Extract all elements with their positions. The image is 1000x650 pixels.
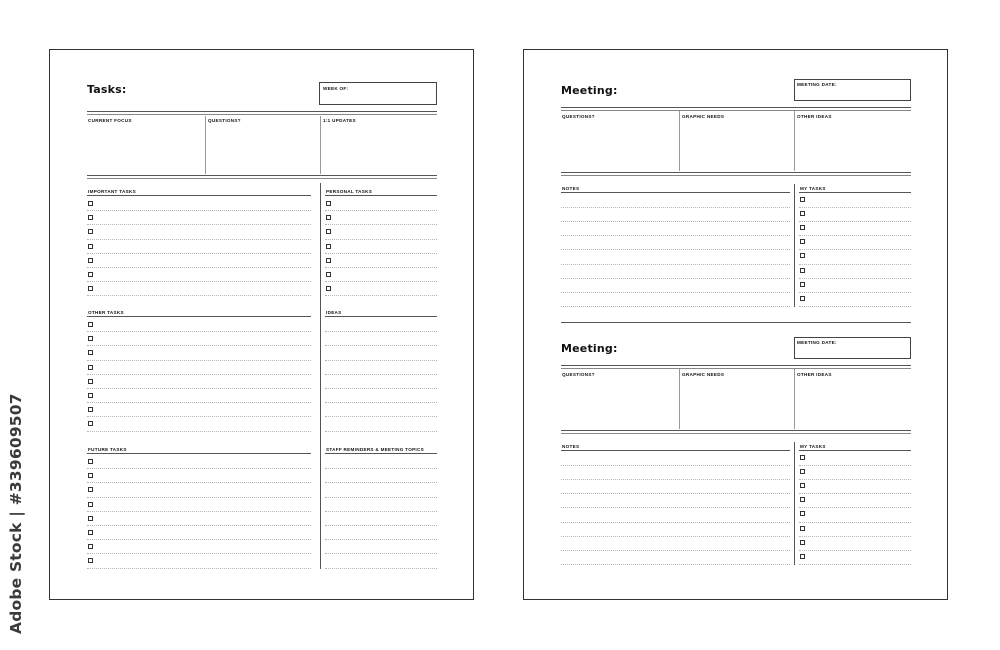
list-section-label: IDEAS (326, 310, 342, 315)
my-task-checkbox[interactable] (800, 225, 805, 230)
task-checkbox[interactable] (326, 258, 331, 263)
my-task-checkbox[interactable] (800, 469, 805, 474)
meeting-header-divider-secondary (561, 368, 911, 369)
meeting-questions-label: QUESTIONS? (562, 372, 595, 377)
notes-line[interactable] (561, 207, 790, 208)
my-task-line[interactable] (799, 564, 911, 565)
list-row-line[interactable] (87, 525, 311, 526)
list-row-line[interactable] (87, 511, 311, 512)
list-row-line[interactable] (325, 497, 437, 498)
notes-line[interactable] (561, 221, 790, 222)
task-checkbox[interactable] (326, 229, 331, 234)
list-row-line[interactable] (87, 568, 311, 569)
meeting-date-box[interactable] (794, 79, 911, 101)
task-checkbox[interactable] (88, 516, 93, 521)
list-row-line[interactable] (87, 345, 311, 346)
my-tasks-label: MY TASKS (800, 444, 826, 449)
task-checkbox[interactable] (88, 530, 93, 535)
meeting-date-label: MEETING DATE: (797, 82, 837, 87)
list-row-line[interactable] (325, 553, 437, 554)
task-checkbox[interactable] (326, 201, 331, 206)
meeting-questions-label: QUESTIONS? (562, 114, 595, 119)
list-row-line[interactable] (325, 568, 437, 569)
task-checkbox[interactable] (88, 258, 93, 263)
meeting-title: Meeting: (561, 84, 618, 97)
column-divider (320, 116, 321, 174)
task-checkbox[interactable] (88, 365, 93, 370)
my-task-line[interactable] (799, 235, 911, 236)
list-row-line[interactable] (325, 416, 437, 417)
my-task-line[interactable] (799, 292, 911, 293)
task-checkbox[interactable] (88, 379, 93, 384)
list-row-line[interactable] (325, 331, 437, 332)
task-checkbox[interactable] (88, 229, 93, 234)
list-section-label: PERSONAL TASKS (326, 189, 373, 194)
notes-line[interactable] (561, 550, 790, 551)
list-row-line[interactable] (87, 360, 311, 361)
meeting-column-divider (679, 111, 680, 171)
list-row-line[interactable] (87, 224, 311, 225)
task-checkbox[interactable] (326, 272, 331, 277)
task-checkbox[interactable] (88, 558, 93, 563)
list-section-rule (325, 195, 437, 196)
notes-line[interactable] (561, 249, 790, 250)
task-checkbox[interactable] (88, 350, 93, 355)
notes-line[interactable] (561, 465, 790, 466)
my-task-line[interactable] (799, 550, 911, 551)
list-row-line[interactable] (87, 374, 311, 375)
meeting-separator (561, 322, 911, 323)
list-row-line[interactable] (87, 416, 311, 417)
task-checkbox[interactable] (88, 322, 93, 327)
list-row-line[interactable] (325, 281, 437, 282)
my-tasks-rule (799, 192, 911, 193)
list-row-line[interactable] (325, 360, 437, 361)
list-row-line[interactable] (87, 281, 311, 282)
list-row-line[interactable] (87, 482, 311, 483)
list-row-line[interactable] (325, 345, 437, 346)
task-checkbox[interactable] (88, 215, 93, 220)
my-task-checkbox[interactable] (800, 540, 805, 545)
notes-line[interactable] (561, 292, 790, 293)
task-checkbox[interactable] (88, 502, 93, 507)
my-task-checkbox[interactable] (800, 197, 805, 202)
list-row-line[interactable] (325, 267, 437, 268)
list-section-label: IMPORTANT TASKS (88, 189, 136, 194)
my-task-checkbox[interactable] (800, 268, 805, 273)
my-task-line[interactable] (799, 306, 911, 307)
task-checkbox[interactable] (326, 244, 331, 249)
list-row-line[interactable] (325, 388, 437, 389)
meeting-column-divider (794, 369, 795, 429)
my-task-checkbox[interactable] (800, 483, 805, 488)
meeting-column-divider (794, 111, 795, 171)
list-section-rule (87, 453, 311, 454)
my-task-line[interactable] (799, 207, 911, 208)
my-task-line[interactable] (799, 278, 911, 279)
task-checkbox[interactable] (88, 487, 93, 492)
my-task-checkbox[interactable] (800, 282, 805, 287)
notes-label: NOTES (562, 186, 580, 191)
list-row-line[interactable] (325, 210, 437, 211)
week-of-box[interactable] (319, 82, 437, 105)
list-section-rule (325, 453, 437, 454)
week-of-label: WEEK OF: (323, 86, 349, 91)
list-row-line[interactable] (325, 511, 437, 512)
notes-tasks-divider (794, 184, 795, 307)
my-task-checkbox[interactable] (800, 511, 805, 516)
list-row-line[interactable] (87, 402, 311, 403)
list-row-line[interactable] (87, 553, 311, 554)
notes-line[interactable] (561, 493, 790, 494)
task-checkbox[interactable] (88, 544, 93, 549)
list-row-line[interactable] (87, 295, 311, 296)
list-row-line[interactable] (87, 267, 311, 268)
list-row-line[interactable] (87, 253, 311, 254)
list-row-line[interactable] (87, 468, 311, 469)
my-task-line[interactable] (799, 536, 911, 537)
list-row-line[interactable] (325, 482, 437, 483)
meeting-page (523, 49, 948, 600)
meeting-section-divider-secondary (561, 433, 911, 434)
task-checkbox[interactable] (88, 244, 93, 249)
list-section-label: STAFF REMINDERS & MEETING TOPICS (326, 447, 424, 452)
task-checkbox[interactable] (88, 421, 93, 426)
my-task-line[interactable] (799, 479, 911, 480)
notes-line[interactable] (561, 278, 790, 279)
my-task-line[interactable] (799, 221, 911, 222)
my-task-checkbox[interactable] (800, 455, 805, 460)
task-checkbox[interactable] (88, 473, 93, 478)
lists-column-divider (320, 183, 321, 569)
meeting-header-divider (561, 365, 911, 366)
my-task-line[interactable] (799, 493, 911, 494)
tasks-title: Tasks: (87, 83, 127, 96)
notes-tasks-divider (794, 442, 795, 565)
list-row-line[interactable] (325, 539, 437, 540)
list-row-line[interactable] (87, 210, 311, 211)
notes-line[interactable] (561, 479, 790, 480)
list-row-line[interactable] (325, 402, 437, 403)
task-checkbox[interactable] (88, 407, 93, 412)
list-row-line[interactable] (87, 239, 311, 240)
meeting-header-divider (561, 107, 911, 108)
list-row-line[interactable] (87, 539, 311, 540)
my-task-checkbox[interactable] (800, 296, 805, 301)
my-task-checkbox[interactable] (800, 211, 805, 216)
task-checkbox[interactable] (326, 215, 331, 220)
meeting-section-divider (561, 172, 911, 173)
column-divider (205, 116, 206, 174)
list-row-line[interactable] (325, 525, 437, 526)
list-row-line[interactable] (325, 431, 437, 432)
other-ideas-label: OTHER IDEAS (797, 372, 832, 377)
questions-label: QUESTIONS? (208, 118, 241, 123)
task-checkbox[interactable] (326, 286, 331, 291)
meeting-date-box[interactable] (794, 337, 911, 359)
task-checkbox[interactable] (88, 393, 93, 398)
meeting-section-divider-secondary (561, 175, 911, 176)
meeting-section-divider (561, 430, 911, 431)
list-row-line[interactable] (325, 374, 437, 375)
notes-line[interactable] (561, 536, 790, 537)
my-task-line[interactable] (799, 522, 911, 523)
list-section-rule (325, 316, 437, 317)
notes-rule (561, 450, 790, 451)
my-task-checkbox[interactable] (800, 526, 805, 531)
meeting-column-divider (679, 369, 680, 429)
meeting-header-divider-secondary (561, 110, 911, 111)
graphic-needs-label: GRAPHIC NEEDS (682, 372, 725, 377)
notes-line[interactable] (561, 522, 790, 523)
notes-rule (561, 192, 790, 193)
my-task-checkbox[interactable] (800, 554, 805, 559)
notes-line[interactable] (561, 235, 790, 236)
my-tasks-rule (799, 450, 911, 451)
section-divider-secondary (87, 178, 437, 179)
list-section-label: FUTURE TASKS (88, 447, 127, 452)
notes-line[interactable] (561, 306, 790, 307)
my-tasks-label: MY TASKS (800, 186, 826, 191)
my-task-checkbox[interactable] (800, 253, 805, 258)
task-checkbox[interactable] (88, 201, 93, 206)
current-focus-label: CURRENT FOCUS (88, 118, 132, 123)
list-row-line[interactable] (87, 388, 311, 389)
section-divider (87, 175, 437, 176)
meeting-title: Meeting: (561, 342, 618, 355)
task-checkbox[interactable] (88, 336, 93, 341)
notes-line[interactable] (561, 507, 790, 508)
list-section-rule (87, 316, 311, 317)
list-section-label: OTHER TASKS (88, 310, 124, 315)
list-row-line[interactable] (325, 468, 437, 469)
task-checkbox[interactable] (88, 272, 93, 277)
my-task-checkbox[interactable] (800, 497, 805, 502)
tasks-page (49, 49, 474, 600)
list-row-line[interactable] (325, 253, 437, 254)
header-divider-secondary (87, 114, 437, 115)
my-task-line[interactable] (799, 465, 911, 466)
list-row-line[interactable] (87, 331, 311, 332)
one-on-one-updates-label: 1:1 UPDATES (323, 118, 356, 123)
list-row-line[interactable] (325, 295, 437, 296)
list-row-line[interactable] (87, 497, 311, 498)
graphic-needs-label: GRAPHIC NEEDS (682, 114, 725, 119)
list-row-line[interactable] (325, 239, 437, 240)
my-task-checkbox[interactable] (800, 239, 805, 244)
list-row-line[interactable] (87, 431, 311, 432)
my-task-line[interactable] (799, 249, 911, 250)
list-row-line[interactable] (325, 224, 437, 225)
meeting-date-label: MEETING DATE: (797, 340, 837, 345)
other-ideas-label: OTHER IDEAS (797, 114, 832, 119)
task-checkbox[interactable] (88, 459, 93, 464)
notes-line[interactable] (561, 264, 790, 265)
task-checkbox[interactable] (88, 286, 93, 291)
my-task-line[interactable] (799, 264, 911, 265)
notes-label: NOTES (562, 444, 580, 449)
header-divider (87, 111, 437, 112)
notes-line[interactable] (561, 564, 790, 565)
list-section-rule (87, 195, 311, 196)
adobe-stock-credit: Adobe Stock | #339609507 (7, 393, 25, 634)
my-task-line[interactable] (799, 507, 911, 508)
